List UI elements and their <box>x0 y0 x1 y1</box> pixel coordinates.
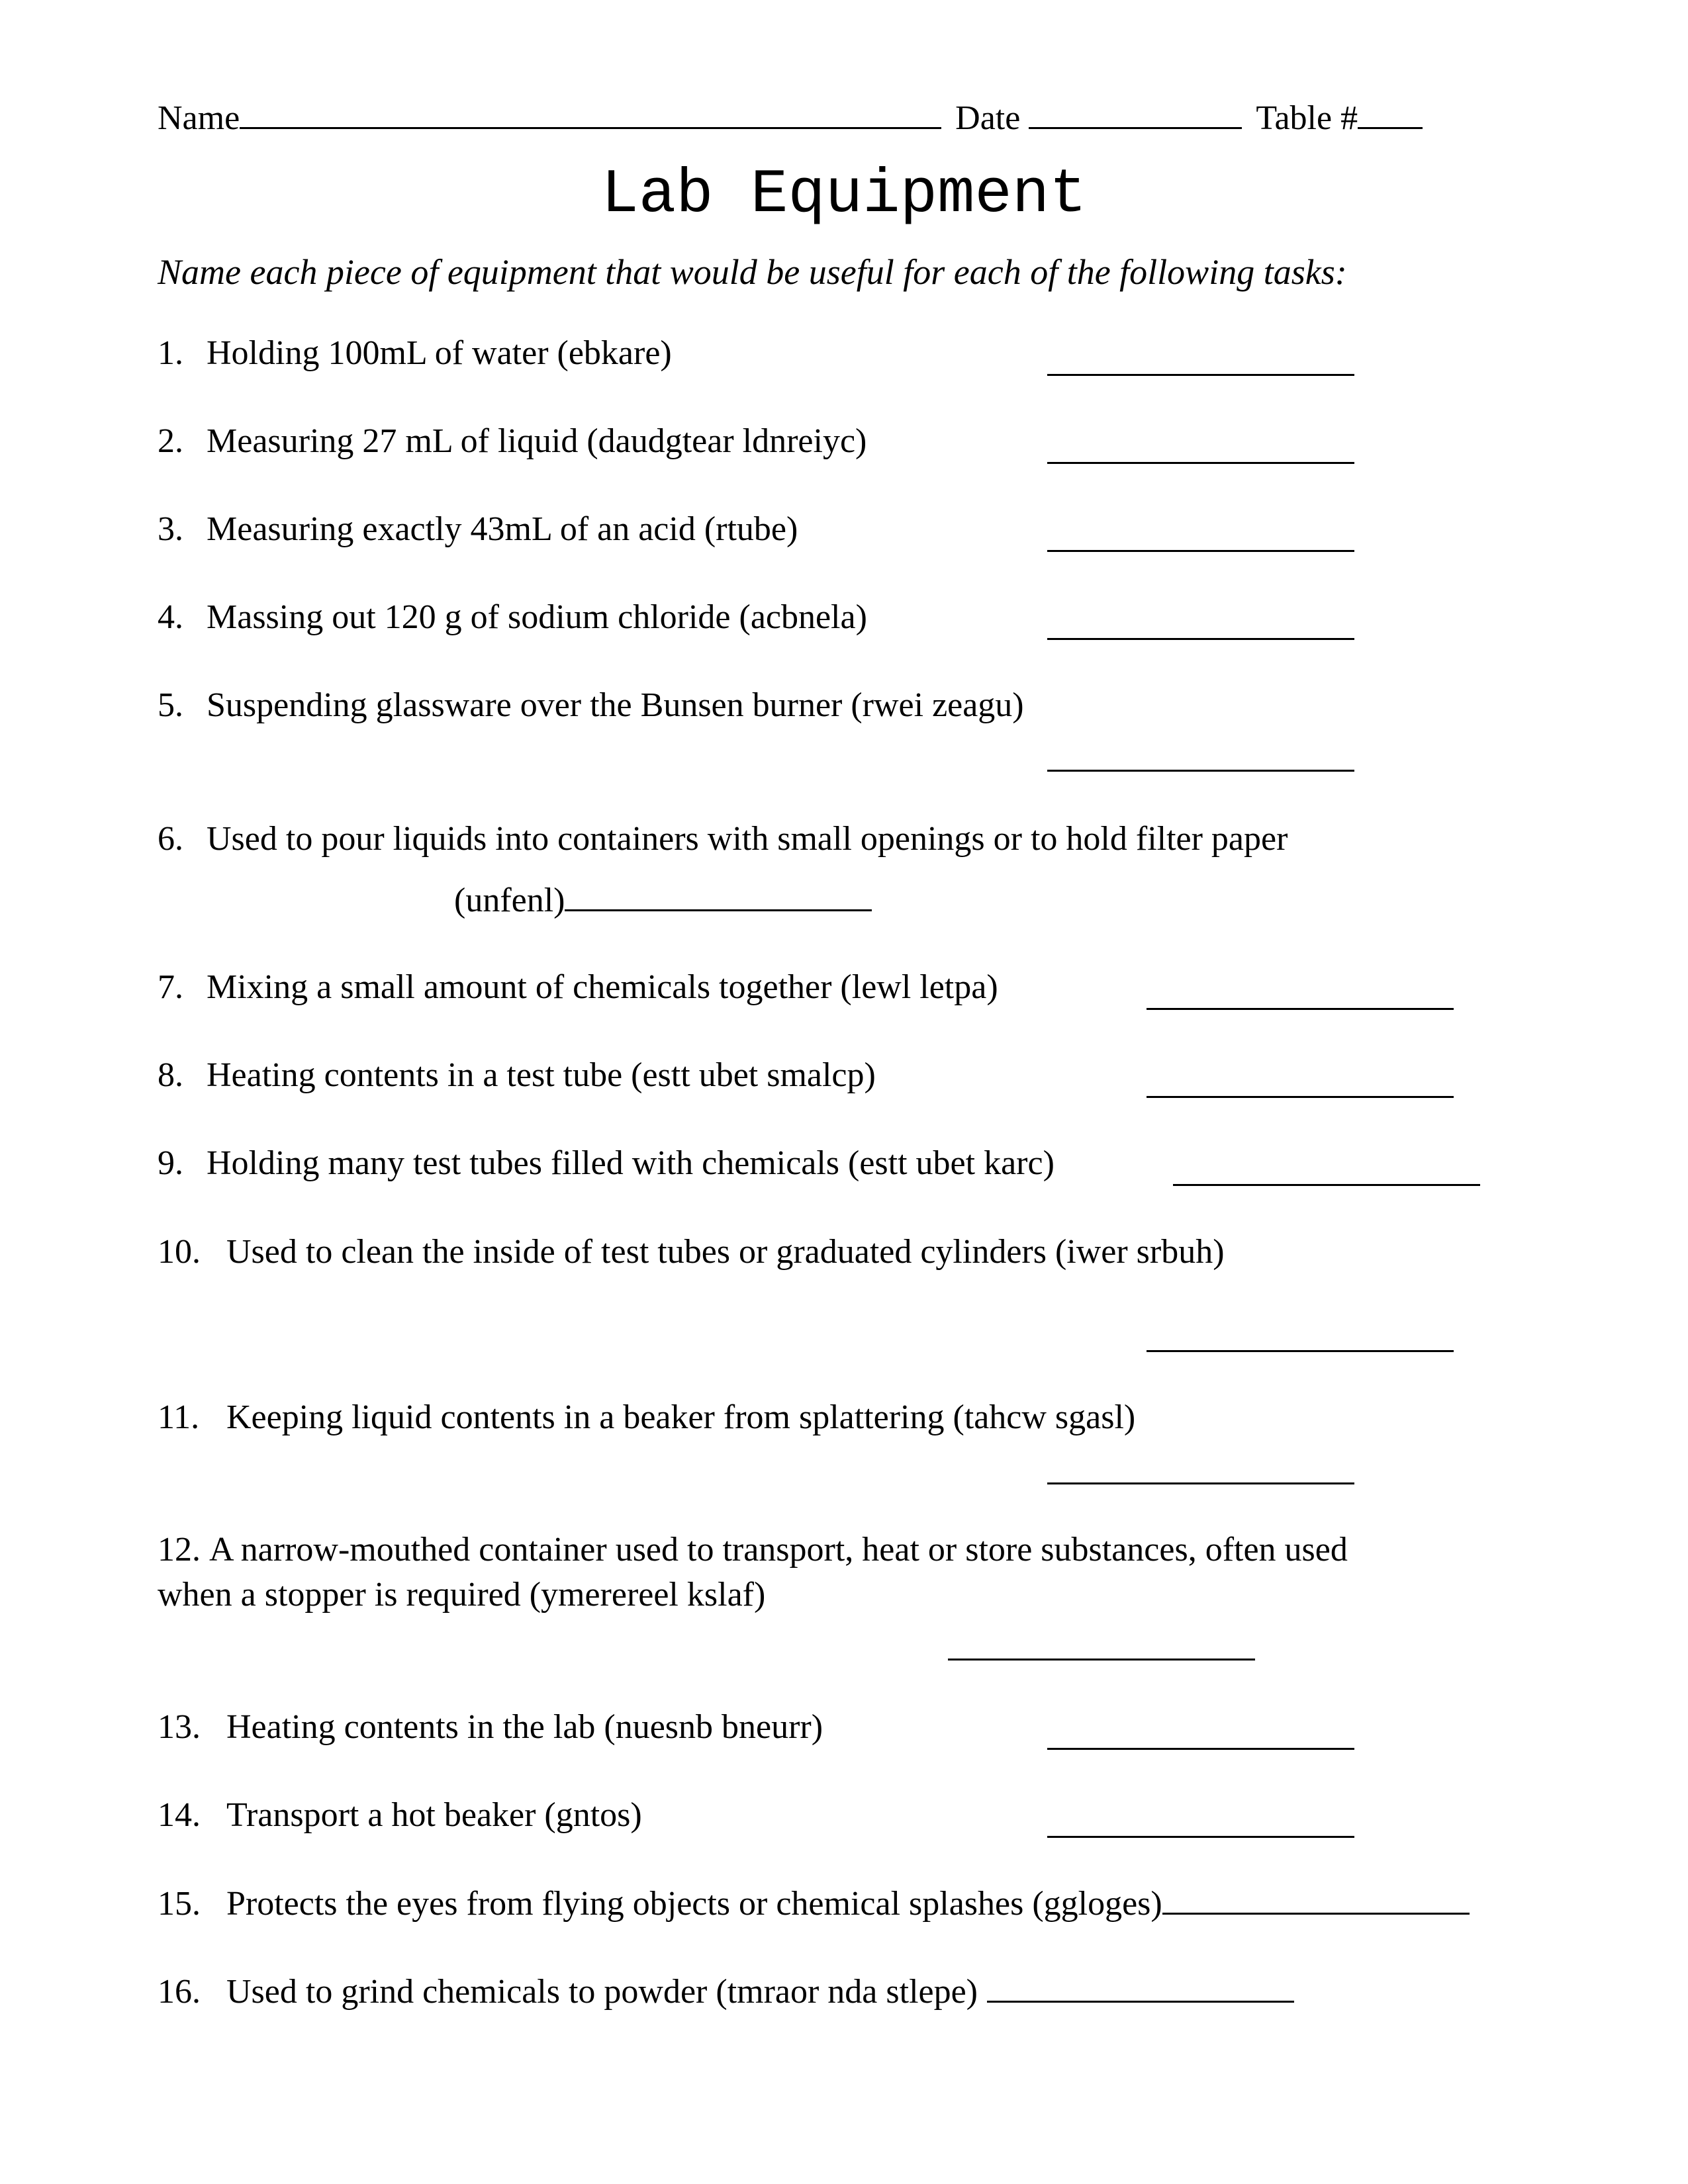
question-text: Mixing a small amount of chemicals together (lewl letpa) <box>207 968 998 1006</box>
answer-line-10[interactable] <box>1147 1350 1454 1352</box>
question-6-hint <box>454 883 872 918</box>
name-field[interactable] <box>240 101 941 129</box>
question-number: 4. <box>158 598 183 636</box>
question-text: Massing out 120 g of sodium chloride (acbnela) <box>207 598 867 636</box>
question-10 <box>158 1235 1225 1269</box>
question-text: Transport a hot beaker (gntos) <box>226 1796 642 1834</box>
table-label: Table # <box>1256 99 1358 137</box>
question-number: 16. <box>158 1973 201 2011</box>
date-label: Date <box>955 99 1021 137</box>
question-number: 2. <box>158 422 183 460</box>
answer-line-12[interactable] <box>948 1659 1255 1661</box>
answer-line-13[interactable] <box>1047 1748 1354 1750</box>
question-4 <box>158 600 867 635</box>
question-9 <box>158 1146 1055 1181</box>
table-number-field[interactable] <box>1358 101 1423 129</box>
question-8 <box>158 1058 876 1093</box>
question-number: 1. <box>158 334 183 372</box>
page-title: Lab Equipment <box>601 160 1087 230</box>
question-12-cont <box>158 1578 765 1612</box>
question-text: Keeping liquid contents in a beaker from splattering (tahcw sgasl) <box>226 1398 1136 1436</box>
answer-line-4[interactable] <box>1047 638 1354 640</box>
question-2 <box>158 424 867 459</box>
question-number: 7. <box>158 968 183 1006</box>
answer-line-16[interactable] <box>987 1974 1294 2003</box>
question-number: 15. <box>158 1885 201 1923</box>
question-text-cont: when a stopper is required (ymerereel kslaf) <box>158 1576 766 1614</box>
name-label: Name <box>158 99 240 137</box>
answer-line-6[interactable] <box>565 883 872 911</box>
answer-line-15[interactable] <box>1162 1886 1470 1915</box>
question-3 <box>158 512 798 547</box>
answer-line-9[interactable] <box>1173 1184 1480 1186</box>
question-5 <box>158 688 1024 723</box>
question-text: A narrow-mouthed container used to transport, heat or store substances, often used <box>209 1531 1348 1569</box>
answer-line-2[interactable] <box>1047 462 1354 464</box>
answer-line-8[interactable] <box>1147 1096 1454 1098</box>
header-row <box>158 101 1423 136</box>
question-13 <box>158 1710 823 1745</box>
question-number: 8. <box>158 1056 183 1094</box>
question-text: Heating contents in a test tube (estt ubet smalcp) <box>207 1056 876 1094</box>
question-number: 9. <box>158 1144 183 1182</box>
question-11 <box>158 1400 1135 1435</box>
question-text: Used to clean the inside of test tubes or graduated cylinders (iwer srbuh) <box>226 1233 1225 1271</box>
answer-line-11[interactable] <box>1047 1482 1354 1484</box>
question-text: Measuring exactly 43mL of an acid (rtube) <box>207 510 798 548</box>
question-text: Used to pour liquids into containers with small openings or to hold filter paper <box>207 820 1288 858</box>
question-number: 12. <box>158 1531 201 1569</box>
question-12 <box>158 1533 1348 1567</box>
question-6 <box>158 822 1288 856</box>
question-text: Holding 100mL of water (ebkare) <box>207 334 672 372</box>
instructions: Name each piece of equipment that would be useful for each of the following tasks: <box>158 252 1347 292</box>
question-7 <box>158 970 998 1005</box>
question-number: 14. <box>158 1796 201 1834</box>
question-text: Measuring 27 mL of liquid (daudgtear ldnreiyc) <box>207 422 867 460</box>
question-1 <box>158 336 672 371</box>
question-text: Holding many test tubes filled with chemicals (estt ubet karc) <box>207 1144 1055 1182</box>
answer-line-3[interactable] <box>1047 550 1354 552</box>
answer-line-14[interactable] <box>1047 1836 1354 1838</box>
question-number: 10. <box>158 1233 201 1271</box>
question-15 <box>158 1886 1470 1921</box>
question-number: 3. <box>158 510 183 548</box>
question-text: Used to grind chemicals to powder (tmraor nda stlepe) <box>226 1973 978 2011</box>
question-number: 13. <box>158 1708 201 1746</box>
question-14 <box>158 1798 642 1833</box>
date-field[interactable] <box>1029 101 1242 129</box>
question-text-cont: (unfenl) <box>454 882 565 919</box>
question-text: Heating contents in the lab (nuesnb bneurr) <box>226 1708 823 1746</box>
answer-line-7[interactable] <box>1147 1008 1454 1010</box>
question-16 <box>158 1974 1294 2009</box>
question-number: 11. <box>158 1398 200 1436</box>
answer-line-5[interactable] <box>1047 770 1354 772</box>
answer-line-1[interactable] <box>1047 374 1354 376</box>
question-number: 6. <box>158 820 183 858</box>
question-text: Protects the eyes from flying objects or chemical splashes (ggloges) <box>226 1885 1162 1923</box>
question-number: 5. <box>158 686 183 724</box>
question-text: Suspending glassware over the Bunsen burner (rwei zeagu) <box>207 686 1024 724</box>
